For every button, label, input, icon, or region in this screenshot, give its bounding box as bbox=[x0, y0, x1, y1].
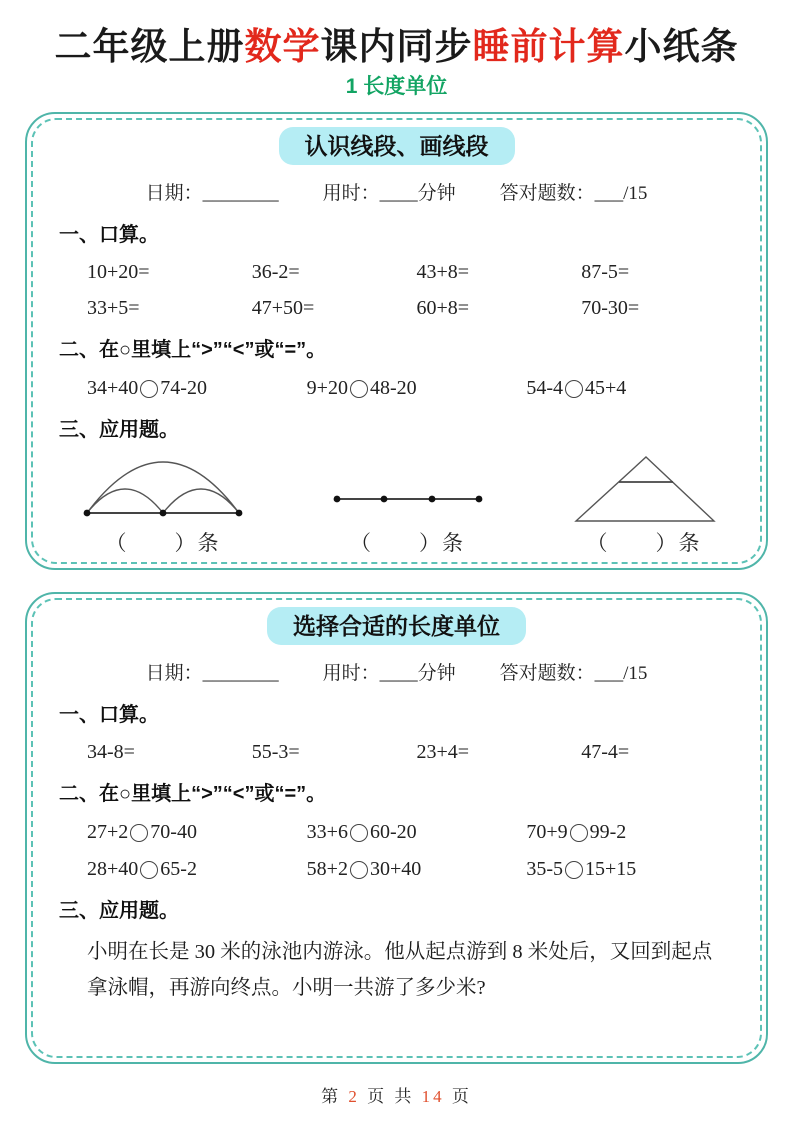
word-problem-text: 小明在长是 30 米的泳池内游泳。他从起点游到 8 米处后，又回到起点拿泳帽，再游向终点。小明一共游了多少米? bbox=[87, 941, 713, 999]
score-blank: 答对题数：___/15 bbox=[499, 183, 648, 204]
compare-problem bbox=[87, 377, 307, 400]
compare-circle bbox=[130, 824, 148, 842]
card2-section2-heading: 二、在○里填上“>”“<”或“=”。 bbox=[59, 783, 327, 805]
oral-problem: 47+50= bbox=[251, 297, 315, 319]
figure-arcs bbox=[79, 451, 247, 557]
compare-left: 28+40 bbox=[87, 858, 139, 880]
compare-circle bbox=[565, 380, 583, 398]
card2-section3-heading: 三、应用题。 bbox=[59, 900, 179, 922]
page-footer bbox=[0, 1082, 793, 1107]
footer-page-number: 2 bbox=[348, 1087, 360, 1106]
card1-section3-heading: 三、应用题。 bbox=[59, 419, 179, 441]
oral-problem: 47-4= bbox=[581, 741, 630, 763]
compare-right: 99-2 bbox=[589, 821, 627, 843]
footer-text: 第 bbox=[321, 1087, 349, 1106]
card2-section1-heading: 一、口算。 bbox=[59, 704, 159, 726]
compare-right: 30+40 bbox=[369, 858, 422, 880]
compare-left: 70+9 bbox=[526, 821, 568, 843]
card1-section2-heading: 二、在○里填上“>”“<”或“=”。 bbox=[59, 339, 327, 361]
compare-problem bbox=[87, 858, 307, 881]
page-title bbox=[0, 24, 793, 70]
oral-problem: 70-30= bbox=[581, 297, 640, 319]
card2-header-pill: 选择合适的长度单位 bbox=[267, 607, 526, 645]
compare-circle bbox=[350, 824, 368, 842]
compare-problem bbox=[526, 377, 746, 400]
oral-row bbox=[87, 741, 746, 764]
compare-circle bbox=[350, 380, 368, 398]
title-part: 小纸条 bbox=[624, 26, 739, 67]
time-blank: 用时：____分钟 bbox=[322, 663, 456, 684]
compare-row bbox=[87, 377, 746, 400]
compare-circle bbox=[565, 861, 583, 879]
unit-subtitle: 1 长度单位 bbox=[345, 75, 448, 98]
oral-problem: 60+8= bbox=[416, 297, 470, 319]
compare-left: 58+2 bbox=[306, 858, 348, 880]
compare-left: 33+6 bbox=[306, 821, 348, 843]
arcs-over-segment-figure bbox=[79, 451, 247, 525]
oral-problem: 10+20= bbox=[87, 261, 150, 283]
compare-problem bbox=[87, 821, 307, 844]
figure-answer-blank: （ ）条 bbox=[105, 532, 221, 555]
card2-meta-row bbox=[47, 658, 746, 685]
footer-total-pages: 14 bbox=[421, 1087, 445, 1106]
footer-text: 页 共 bbox=[359, 1087, 422, 1106]
compare-problem bbox=[307, 377, 527, 400]
figure-segment bbox=[329, 451, 487, 557]
compare-right: 70-40 bbox=[150, 821, 197, 843]
card1-header-pill: 认识线段、画线段 bbox=[279, 127, 515, 165]
segment-four-points-figure bbox=[329, 451, 487, 525]
compare-right: 45+4 bbox=[585, 377, 627, 399]
card1-section1-heading: 一、口算。 bbox=[59, 224, 159, 246]
title-part: 二年级上册 bbox=[54, 26, 245, 67]
compare-problem bbox=[526, 821, 746, 844]
title-part-red: 数学 bbox=[244, 26, 321, 67]
oral-problem: 43+8= bbox=[416, 261, 470, 283]
compare-left: 9+20 bbox=[306, 377, 348, 399]
triangle-with-chord-figure bbox=[568, 451, 720, 525]
compare-right: 65-2 bbox=[160, 858, 197, 880]
compare-circle bbox=[140, 380, 158, 398]
date-blank: 日期：________ bbox=[145, 183, 279, 204]
figure-triangle bbox=[568, 451, 720, 557]
compare-left: 34+40 bbox=[87, 377, 139, 399]
compare-problem bbox=[307, 821, 527, 844]
figure-answer-blank: （ ）条 bbox=[350, 532, 465, 555]
compare-right: 60-20 bbox=[369, 821, 417, 843]
compare-circle bbox=[140, 861, 158, 879]
figures-row bbox=[47, 445, 746, 557]
oral-problem: 55-3= bbox=[251, 741, 300, 763]
compare-problem bbox=[307, 858, 527, 881]
card1-meta-row bbox=[47, 178, 746, 205]
compare-right: 48-20 bbox=[369, 377, 417, 399]
footer-text: 页 bbox=[444, 1087, 472, 1106]
time-blank: 用时：____分钟 bbox=[322, 183, 456, 204]
compare-left: 35-5 bbox=[526, 858, 564, 880]
oral-problem: 36-2= bbox=[251, 261, 300, 283]
figure-answer-blank: （ ）条 bbox=[586, 532, 702, 555]
oral-problem: 87-5= bbox=[581, 261, 630, 283]
date-blank: 日期：________ bbox=[145, 663, 279, 684]
compare-row bbox=[87, 858, 746, 881]
oral-problem: 33+5= bbox=[87, 297, 140, 319]
score-blank: 答对题数：___/15 bbox=[499, 663, 648, 684]
compare-circle bbox=[570, 824, 588, 842]
compare-left: 27+2 bbox=[87, 821, 129, 843]
compare-problem bbox=[526, 858, 746, 881]
title-part: 课内同步 bbox=[320, 26, 473, 67]
compare-right: 15+15 bbox=[585, 858, 637, 880]
oral-problem: 34-8= bbox=[87, 741, 135, 763]
compare-right: 74-20 bbox=[160, 377, 207, 399]
oral-row bbox=[87, 261, 746, 284]
compare-circle bbox=[350, 861, 368, 879]
oral-row bbox=[87, 297, 746, 320]
worksheet-card-2 bbox=[25, 592, 768, 1064]
oral-problem: 23+4= bbox=[416, 741, 470, 763]
title-part-red: 睡前计算 bbox=[472, 26, 625, 67]
worksheet-card-1 bbox=[25, 112, 768, 570]
compare-left: 54-4 bbox=[526, 377, 564, 399]
compare-row bbox=[87, 821, 746, 844]
